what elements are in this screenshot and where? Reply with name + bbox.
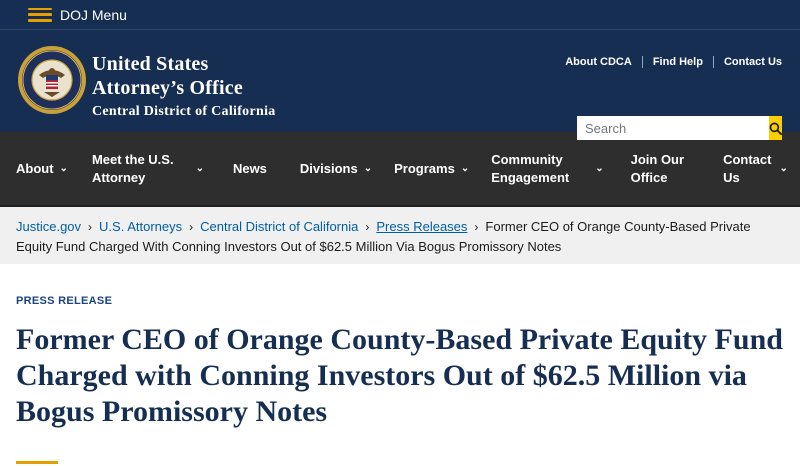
breadcrumb-press-releases[interactable]: Press Releases [376,219,468,234]
nav-contact-us[interactable] [723,151,788,187]
contact-us-link[interactable]: Contact Us [723,56,782,68]
search-button[interactable] [769,116,782,140]
office-name[interactable] [92,52,276,122]
main-nav [0,132,800,207]
chevron-down-icon: ⌄ [595,162,604,174]
chevron-down-icon: ⌄ [779,162,788,174]
chevron-down-icon: ⌄ [59,162,68,174]
nav-news[interactable] [233,160,267,178]
breadcrumb-justice-gov[interactable]: Justice.gov [16,219,82,234]
find-help-link[interactable]: Find Help [652,56,703,68]
search-form [577,116,782,140]
chevron-down-icon: ⌄ [460,162,470,174]
nav-meet-the-attorney[interactable] [92,151,204,187]
search-input[interactable] [577,116,769,140]
breadcrumb-current: Former CEO of Orange County-Based Private Equity Fund Charged With Conning Investors Out of $62.5 Million Via Bogus Promissory Notes [16,219,751,254]
chevron-right-icon: › [365,220,370,234]
nav-label: Join Our Office [630,151,685,185]
article-kicker: PRESS RELEASE [16,295,113,307]
doj-menu-button[interactable] [28,7,127,23]
office-title-line1: United States [92,53,209,75]
nav-join-our-office[interactable] [631,151,684,187]
nav-label: Meet the U.S. Attorney [91,151,174,185]
chevron-right-icon: › [474,220,479,234]
utility-links [565,56,782,68]
breadcrumb-central-district[interactable]: Central District of California [200,219,359,234]
nav-label: About [16,160,54,176]
nav-divisions[interactable] [300,160,372,178]
chevron-down-icon: ⌄ [195,162,204,174]
chevron-right-icon: › [88,220,93,234]
search-icon [769,122,782,135]
chevron-right-icon: › [189,220,194,234]
nav-label: News [232,160,267,176]
site-header [0,29,800,132]
page-title: Former CEO of Orange County-Based Private Equity Fund Charged with Conning Investors Out of $62.5 Million via Bogus Promissory Notes [16,323,783,428]
nav-programs[interactable] [394,160,469,178]
office-district: Central District of California [92,104,276,119]
chevron-down-icon: ⌄ [363,162,373,174]
top-bar [0,0,800,29]
breadcrumb-us-attorneys[interactable]: U.S. Attorneys [99,219,183,234]
about-cdca-link[interactable]: About CDCA [565,56,632,68]
divider [642,56,643,68]
hamburger-icon [28,8,52,22]
breadcrumb [0,207,800,264]
divider [713,56,714,68]
nav-about[interactable] [16,160,68,178]
nav-label: Programs [394,160,455,176]
nav-community-engagement[interactable] [491,151,603,187]
nav-label: Divisions [299,160,358,176]
nav-label: Community Engagement [491,151,570,185]
nav-label: Contact Us [723,151,772,185]
doj-menu-label: DOJ Menu [60,6,127,23]
doj-seal-icon[interactable] [17,45,87,115]
title-accent-rule [16,461,58,464]
office-title-line2: Attorney’s Office [92,77,243,99]
